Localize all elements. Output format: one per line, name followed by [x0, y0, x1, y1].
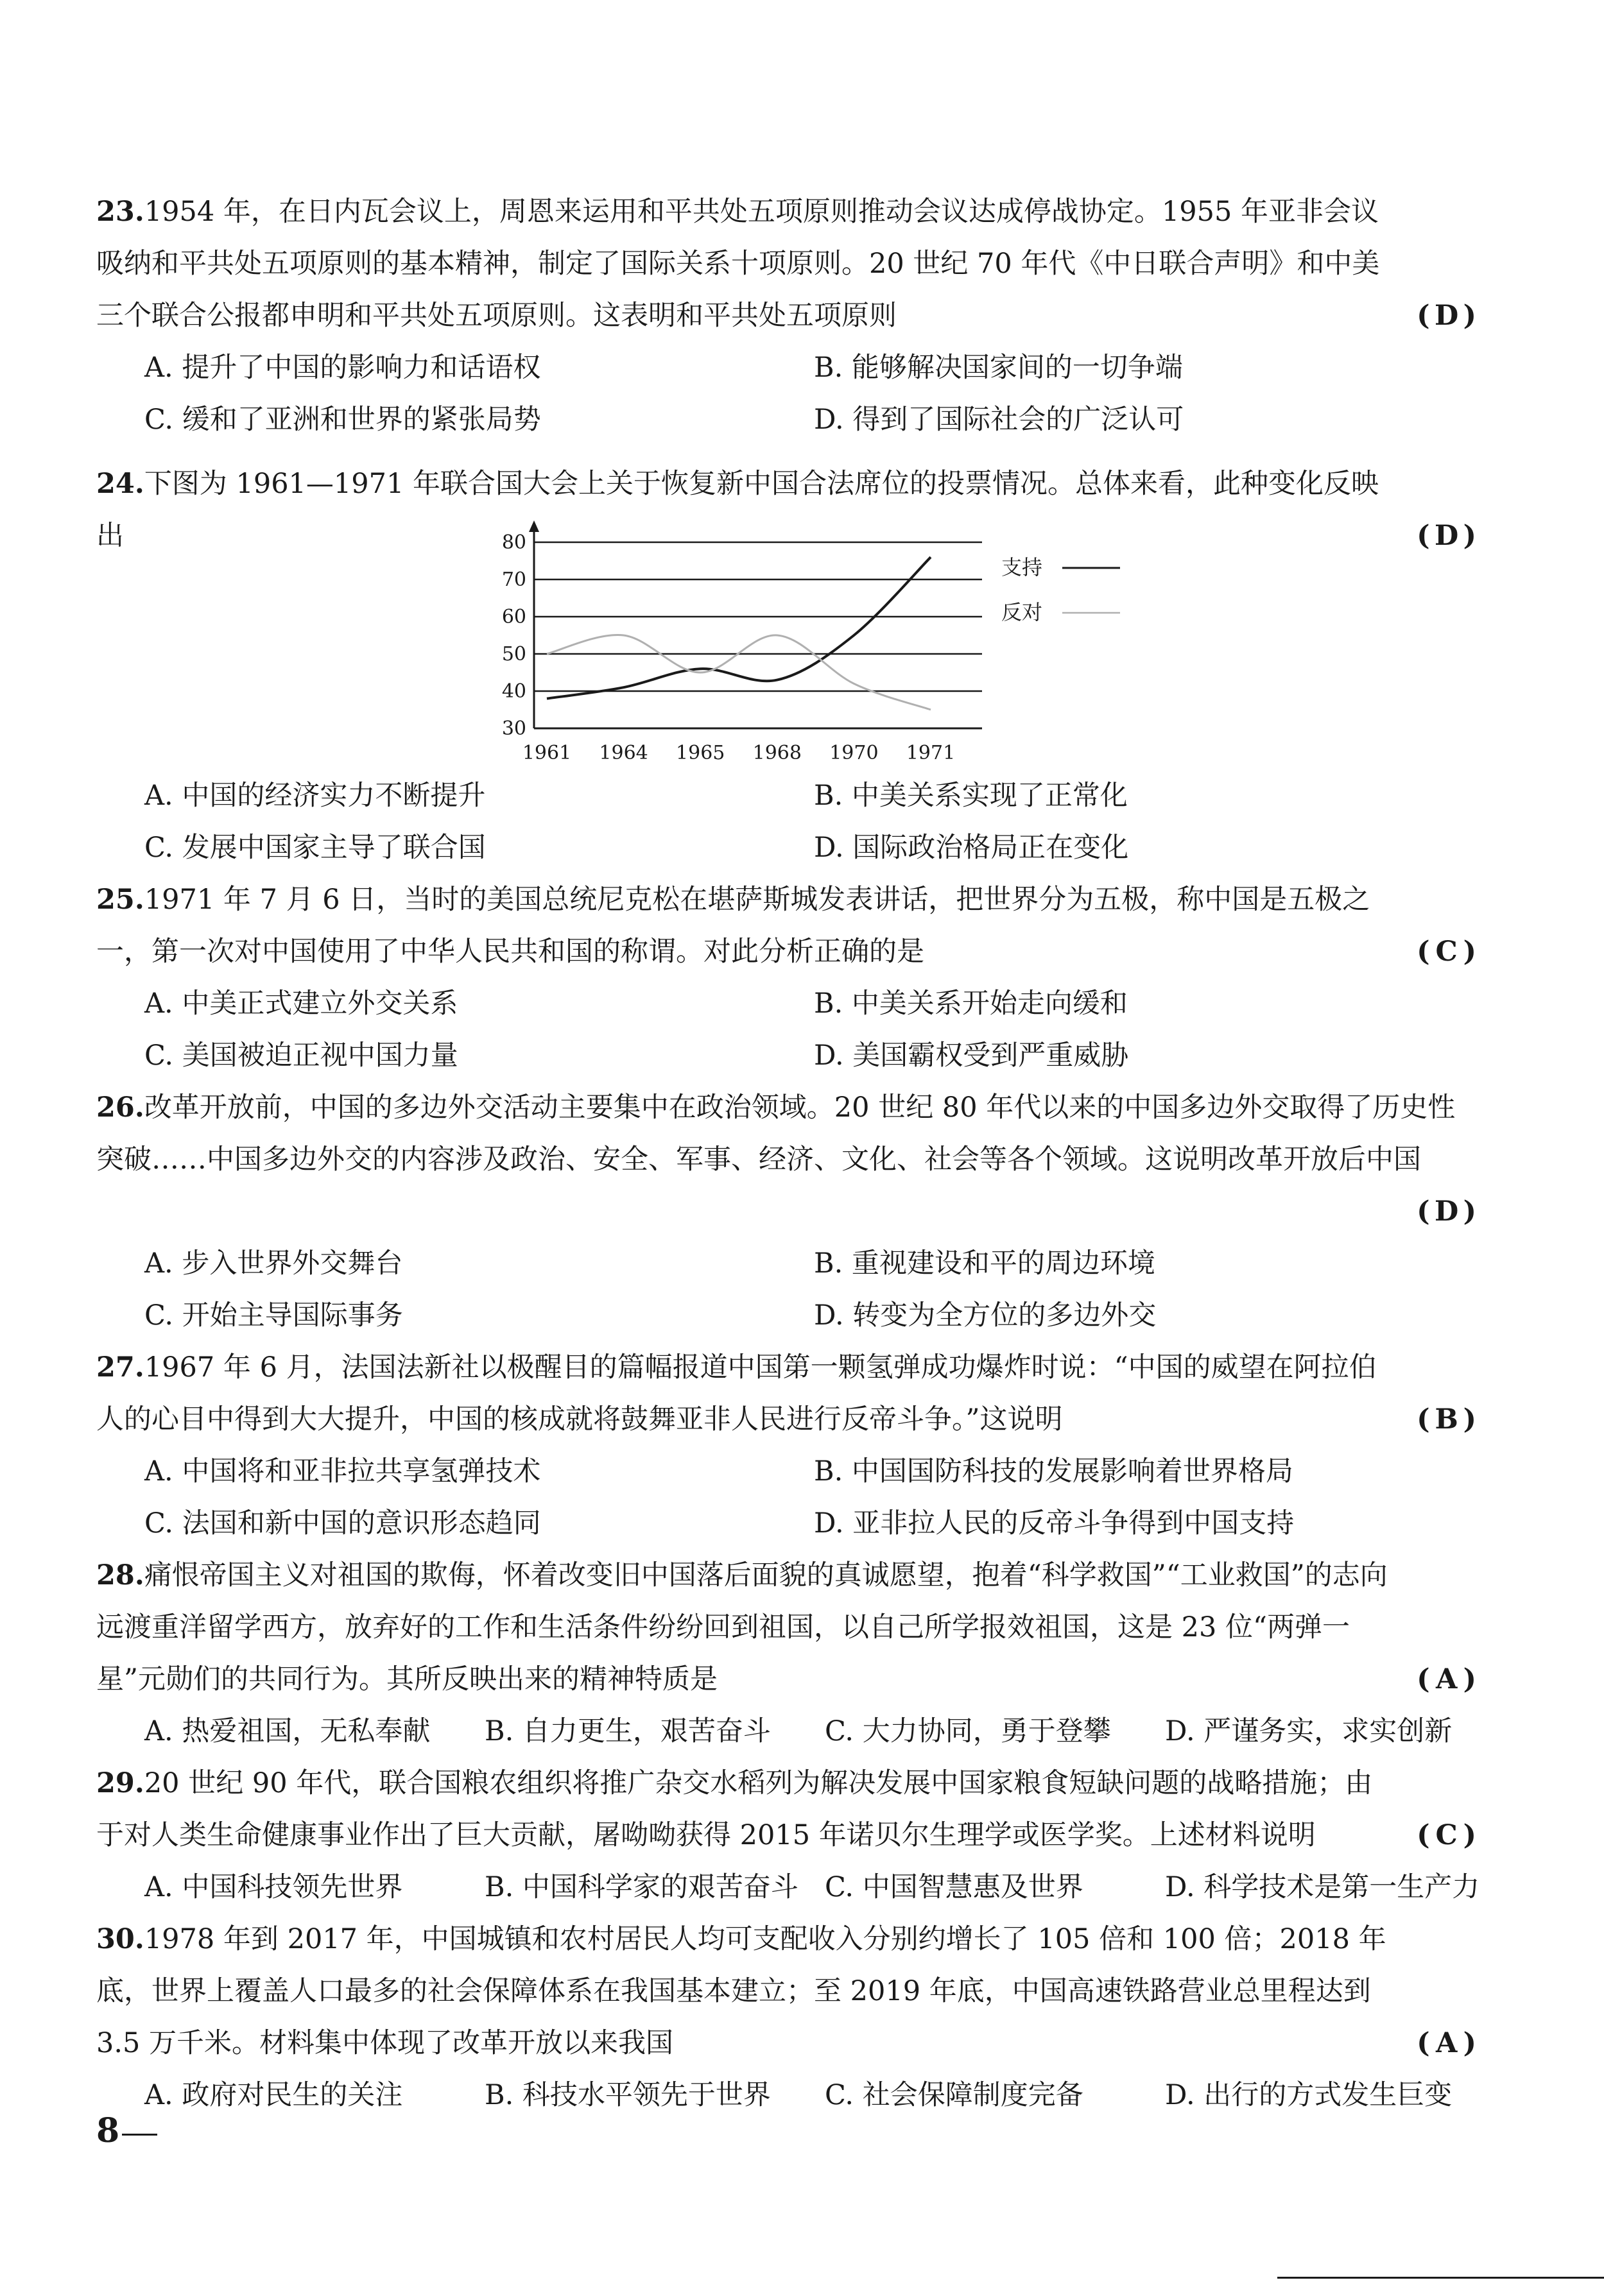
option-d: D. 亚非拉人民的反帝斗争得到中国支持: [814, 1507, 1295, 1539]
options: [96, 1238, 1476, 1342]
question-text: 1971 年 7 月 6 日，当时的美国总统尼克松在堪萨斯城发表讲话，把世界分为五极，称中国是五极之一，第一次对中国使用了中华人民共和国的称谓。对此分析正确的是: [96, 884, 1370, 968]
answer-bracket: ( D ): [1417, 290, 1476, 342]
options: [96, 2069, 1476, 2121]
question-text: 痛恨帝国主义对祖国的欺侮，怀着改变旧中国落后面貌的真诚愿望，抱着“科学救国”“工业救国”的志向远渡重洋留学西方，放弃好的工作和生活条件纷纷回到祖国，以自己所学报效祖国，这是 23 位“两弹一星”元勋们的共同行为。其所反映出来的精神特质是: [96, 1559, 1388, 1695]
answer-letter: B: [1435, 1403, 1458, 1435]
question-number: 27.: [96, 1351, 144, 1384]
options: [96, 1706, 1476, 1758]
option-b: B. 能够解决国家间的一切争端: [814, 352, 1183, 384]
answer-bracket: ( C ): [1417, 926, 1476, 978]
option-d: D. 科学技术是第一生产力: [1165, 1871, 1480, 1903]
question-text: 20 世纪 90 年代，联合国粮农组织将推广杂交水稻列为解决发展中国家粮食短缺问题的战略措施；由于对人类生命健康事业作出了巨大贡献，屠呦呦获得 2015 年诺贝尔生理学或医学奖。上述材料说明: [96, 1767, 1373, 1851]
question-number: 24.: [96, 468, 144, 500]
option-c: C. 大力协同，勇于登攀: [825, 1715, 1111, 1747]
answer-bracket: ( C ): [1417, 1810, 1476, 1862]
answer-bracket: ( D ): [1417, 1186, 1476, 1238]
answer-letter: C: [1435, 1819, 1458, 1851]
question-25: [96, 874, 1476, 1082]
footer-rule: [1277, 2277, 1604, 2279]
answer-letter: D: [1434, 300, 1459, 332]
option-c: C. 美国被迫正视中国力量: [144, 1040, 458, 1072]
option-b: B. 中国科学家的艰苦奋斗: [485, 1871, 798, 1903]
question-stem: [96, 1758, 1476, 1862]
option-d: D. 出行的方式发生巨变: [1165, 2079, 1453, 2111]
option-a: A. 中美正式建立外交关系: [144, 988, 458, 1020]
question-28: [96, 1550, 1476, 1758]
y-tick-label: 60: [501, 606, 526, 628]
question-text: 下图为 1961—1971 年联合国大会上关于恢复新中国合法席位的投票情况。总体来看，此种变化反映出: [96, 468, 1379, 552]
legend-label: 支持: [1001, 555, 1043, 579]
option-a: A. 中国将和亚非拉共享氢弹技术: [144, 1455, 541, 1487]
option-a: A. 提升了中国的影响力和话语权: [144, 352, 541, 384]
question-stem: [96, 1914, 1476, 2069]
question-number: 29.: [96, 1767, 144, 1799]
option-a: A. 中国的经济实力不断提升: [144, 780, 486, 812]
answer-letter: D: [1434, 520, 1459, 552]
question-23: [96, 186, 1476, 446]
answer-bracket: ( D ): [1417, 510, 1476, 562]
series-line-oppose: [547, 635, 931, 710]
option-c: C. 法国和新中国的意识形态趋同: [144, 1507, 541, 1539]
options: [96, 1862, 1480, 1914]
option-a: A. 政府对民生的关注: [144, 2079, 403, 2111]
question-30: [96, 1914, 1476, 2121]
y-tick-label: 80: [501, 531, 526, 554]
y-tick-label: 30: [501, 717, 526, 740]
x-tick-label: 1971: [906, 742, 956, 764]
option-b: B. 自力更生，艰苦奋斗: [485, 1715, 771, 1747]
option-d: D. 得到了国际社会的广泛认可: [814, 404, 1184, 436]
x-tick-label: 1968: [752, 742, 802, 764]
legend-label: 反对: [1001, 600, 1043, 624]
y-tick-label: 50: [501, 643, 526, 665]
question-27: [96, 1342, 1476, 1550]
option-c: C. 开始主导国际事务: [144, 1299, 403, 1332]
question-number: 28.: [96, 1559, 144, 1591]
x-tick-label: 1964: [599, 742, 648, 764]
option-b: B. 科技水平领先于世界: [485, 2079, 771, 2111]
y-tick-label: 40: [501, 680, 526, 703]
option-b: B. 中国国防科技的发展影响着世界格局: [814, 1455, 1293, 1487]
page-number-dash: [122, 2134, 157, 2136]
y-tick-label: 70: [501, 569, 526, 591]
option-a: A. 热爱祖国，无私奉献: [144, 1715, 431, 1747]
option-a: A. 步入世界外交舞台: [144, 1247, 403, 1280]
option-c: C. 发展中国家主导了联合国: [144, 832, 486, 864]
question-stem: [96, 1550, 1476, 1706]
question-number: 30.: [96, 1923, 144, 1955]
options: [96, 342, 1476, 446]
options: [96, 1446, 1476, 1550]
option-c: C. 社会保障制度完备: [825, 2079, 1083, 2111]
option-d: D. 美国霸权受到严重威胁: [814, 1040, 1129, 1072]
answer-bracket: ( A ): [1417, 2018, 1476, 2069]
answer-bracket: ( A ): [1417, 1654, 1476, 1706]
question-number: 23.: [96, 196, 144, 228]
question-number: 25.: [96, 884, 144, 916]
options: [96, 978, 1476, 1082]
answer-row: [96, 1186, 1476, 1238]
y-axis-arrow: [529, 520, 539, 532]
page-number: 8: [96, 2111, 120, 2150]
vote-line-chart: [488, 517, 1136, 780]
option-b: B. 重视建设和平的周边环境: [814, 1247, 1155, 1280]
option-d: D. 转变为全方位的多边外交: [814, 1299, 1157, 1332]
option-a: A. 中国科技领先世界: [144, 1871, 403, 1903]
option-d: D. 国际政治格局正在变化: [814, 832, 1129, 864]
question-stem: [96, 186, 1476, 342]
answer-letter: A: [1435, 1663, 1458, 1695]
option-b: B. 中美关系开始走向缓和: [814, 988, 1128, 1020]
question-text: 1954 年，在日内瓦会议上，周恩来运用和平共处五项原则推动会议达成停战协定。1955 年亚非会议吸纳和平共处五项原则的基本精神，制定了国际关系十项原则。20 世纪 70 年代《中日联合声明》和中美三个联合公报都申明和平共处五项原则。这表明和平共处五项原则: [96, 196, 1380, 332]
answer-letter: D: [1434, 1195, 1459, 1228]
question-26: [96, 1082, 1476, 1342]
x-tick-label: 1965: [676, 742, 725, 764]
question-text: 改革开放前，中国的多边外交活动主要集中在政治领域。20 世纪 80 年代以来的中国多边外交取得了历史性突破……中国多边外交的内容涉及政治、安全、军事、经济、文化、社会等各个领域。这说明改革开放后中国: [96, 1092, 1456, 1176]
x-tick-label: 1961: [522, 742, 572, 764]
answer-letter: C: [1435, 936, 1458, 968]
answer-bracket: ( B ): [1417, 1394, 1476, 1446]
question-text: 1978 年到 2017 年，中国城镇和农村居民人均可支配收入分别约增长了 105 倍和 100 倍；2018 年底，世界上覆盖人口最多的社会保障体系在我国基本建立；至 2019 年底，中国高速铁路营业总里程达到 3.5 万千米。材料集中体现了改革开放以来我国: [96, 1923, 1386, 2059]
question-24-options: [96, 770, 1476, 874]
question-stem: [96, 1342, 1476, 1446]
question-29: [96, 1758, 1480, 1914]
question-stem: [96, 874, 1476, 978]
question-number: 26.: [96, 1092, 144, 1124]
option-d: D. 严谨务实，求实创新: [1165, 1715, 1453, 1747]
answer-letter: A: [1435, 2027, 1458, 2059]
question-text: 1967 年 6 月，法国法新社以极醒目的篇幅报道中国第一颗氢弹成功爆炸时说：“中国的威望在阿拉伯人的心目中得到大大提升，中国的核成就将鼓舞亚非人民进行反帝斗争。”这说明: [96, 1351, 1377, 1435]
question-stem: [96, 1082, 1476, 1186]
option-c: C. 中国智慧惠及世界: [825, 1871, 1083, 1903]
x-tick-label: 1970: [829, 742, 879, 764]
option-c: C. 缓和了亚洲和世界的紧张局势: [144, 404, 541, 436]
option-b: B. 中美关系实现了正常化: [814, 780, 1128, 812]
options: [96, 770, 1476, 874]
series-line-support: [547, 557, 931, 698]
